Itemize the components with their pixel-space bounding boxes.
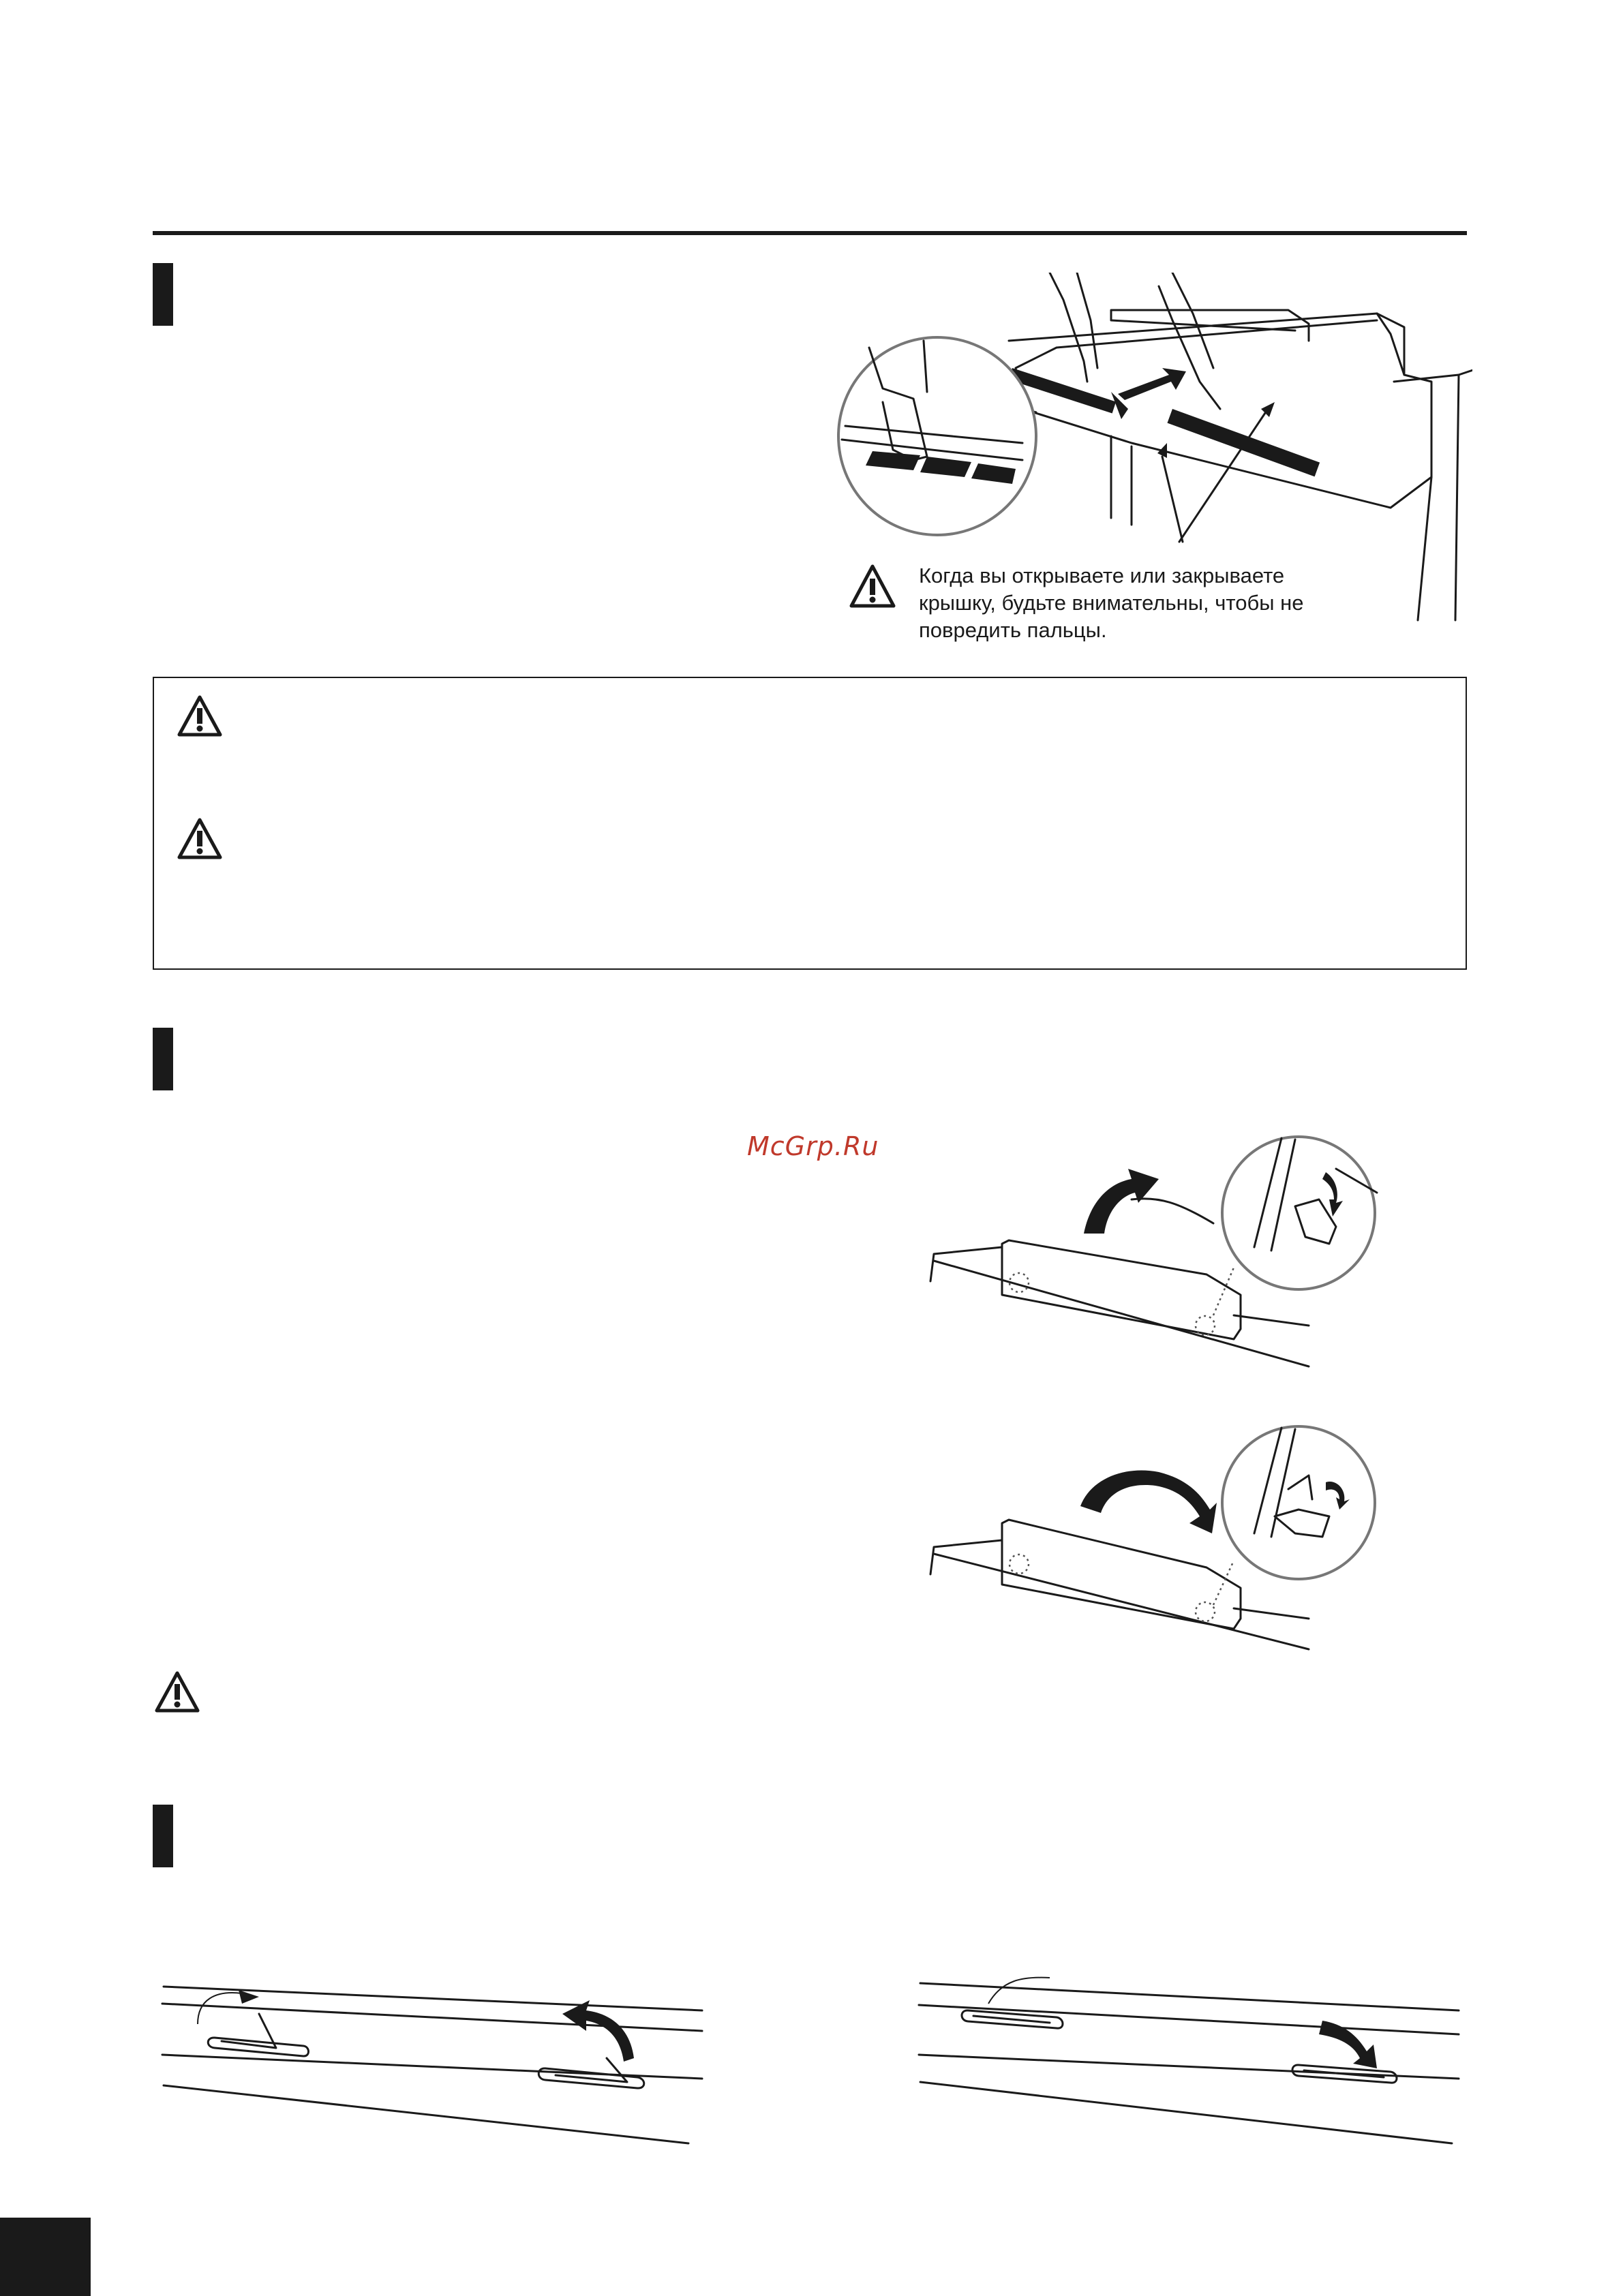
section-marker-music-clips [153,1805,173,1867]
lid-warning-caption: Когда вы открываете или закрываете крышку, будьте внимательны, чтобы не повредить пальцы. [919,564,1304,642]
music-clips-open-illustration [157,1963,716,2147]
caution-box [153,677,1467,970]
section-marker-music-rest [153,1028,173,1090]
warning-triangle-icon [153,1670,201,1713]
music-rest-fold-illustration [927,1414,1391,1659]
music-rest-raise-illustration [927,1131,1391,1377]
warning-triangle-icon [176,816,224,860]
warning-triangle-icon [176,694,224,737]
header-rule [153,231,1467,235]
section-marker-key-cover [153,263,173,326]
page-tab [0,2218,91,2296]
watermark: McGrp.Ru [747,1131,879,1161]
warning-triangle-icon [849,562,896,610]
music-clips-close-illustration [913,1963,1472,2147]
